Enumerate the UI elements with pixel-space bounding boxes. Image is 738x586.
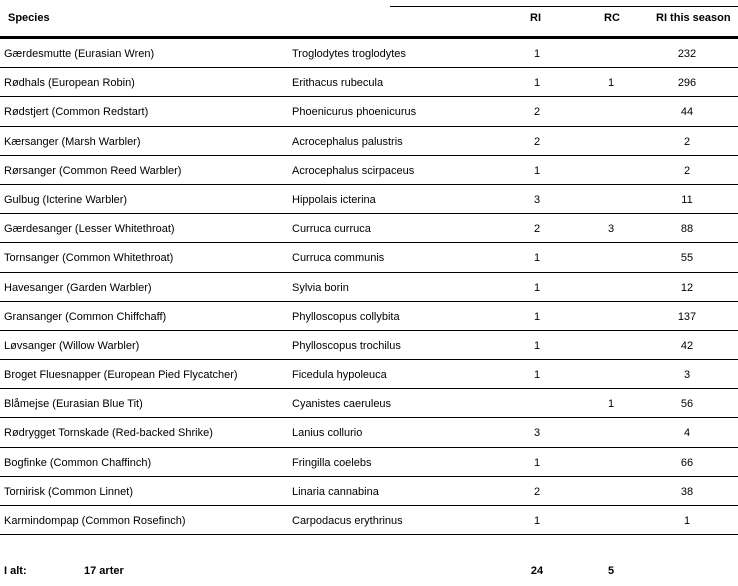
- species-name: Kærsanger (Marsh Warbler): [4, 135, 141, 148]
- species-name: Havesanger (Garden Warbler): [4, 281, 152, 294]
- table-row: [0, 506, 738, 535]
- species-name: Tornsanger (Common Whitethroat): [4, 252, 174, 265]
- ri-value: 1: [533, 456, 541, 469]
- latin-name: Curruca curruca: [292, 223, 371, 236]
- latin-name: Carpodacus erythrinus: [292, 515, 403, 527]
- ri-value: 1: [533, 48, 541, 60]
- species-name: Gulbug (Icterine Warbler): [4, 193, 128, 206]
- latin-name: Hippolais icterina: [292, 193, 376, 206]
- species-name: Gransanger (Common Chiffchaff): [4, 310, 167, 323]
- latin-name: Troglodytes troglodytes: [292, 48, 406, 60]
- table-row: [0, 156, 738, 185]
- latin-name: Fringilla coelebs: [292, 456, 372, 469]
- ri-season-value: 2: [683, 135, 691, 148]
- latin-name: Phoenicurus phoenicurus: [292, 106, 417, 119]
- table-row: [0, 273, 738, 302]
- latin-name: Sylvia borin: [292, 281, 349, 294]
- table-row: [0, 97, 738, 126]
- total-species-count: 17 arter: [84, 565, 124, 577]
- ri-value: 2: [533, 223, 541, 236]
- ri-season-value: 88: [680, 223, 694, 236]
- total-ri: 24: [530, 565, 544, 577]
- ri-value: 1: [533, 252, 541, 265]
- table-row: [0, 68, 738, 97]
- ri-season-value: 12: [680, 281, 694, 294]
- rc-value: 3: [607, 223, 615, 236]
- latin-name: Curruca communis: [292, 252, 385, 265]
- ri-season-value: 56: [680, 398, 694, 411]
- table-row: [0, 418, 738, 447]
- table-header: [0, 0, 738, 38]
- ri-season-value: 3: [683, 369, 691, 382]
- table-row: [0, 389, 738, 418]
- ri-season-value: 44: [680, 106, 694, 119]
- ri-value: 1: [533, 164, 541, 177]
- latin-name: Cyanistes caeruleus: [292, 398, 392, 411]
- ri-season-value: 55: [680, 252, 694, 265]
- species-name: Karmindompap (Common Rosefinch): [4, 515, 186, 527]
- ri-season-value: 4: [683, 427, 691, 440]
- ri-value: 2: [533, 106, 541, 119]
- ri-season-value: 232: [677, 48, 697, 60]
- latin-name: Erithacus rubecula: [292, 77, 384, 90]
- rc-value: 1: [607, 398, 615, 411]
- ri-season-value: 38: [680, 485, 694, 498]
- table-body: [0, 39, 738, 535]
- latin-name: Ficedula hypoleuca: [292, 369, 387, 382]
- species-name: Rødhals (European Robin): [4, 77, 135, 90]
- ri-season-value: 11: [681, 193, 693, 206]
- species-name: Rørsanger (Common Reed Warbler): [4, 164, 182, 177]
- total-rc: 5: [607, 565, 615, 577]
- rc-value: 1: [607, 77, 615, 90]
- species-name: Løvsanger (Willow Warbler): [4, 339, 140, 352]
- ri-season-value: 66: [680, 456, 694, 469]
- latin-name: Acrocephalus scirpaceus: [292, 164, 415, 177]
- ri-season-value: 296: [677, 77, 697, 90]
- header-top-rule: [390, 6, 738, 7]
- table-row: [0, 185, 738, 214]
- table-row: [0, 214, 738, 243]
- ri-value: 1: [533, 369, 541, 382]
- species-name: Bogfinke (Common Chaffinch): [4, 456, 152, 469]
- species-name: Gærdesanger (Lesser Whitethroat): [4, 223, 175, 236]
- total-label: I alt:: [4, 565, 27, 577]
- ri-season-value: 137: [677, 310, 697, 323]
- ri-season-value: 42: [680, 339, 694, 352]
- latin-name: Acrocephalus palustris: [292, 135, 403, 148]
- header-species: Species: [8, 12, 50, 24]
- latin-name: Phylloscopus trochilus: [292, 339, 401, 352]
- table-row: [0, 39, 738, 68]
- species-name: Rødrygget Tornskade (Red-backed Shrike): [4, 427, 213, 440]
- ri-value: 1: [533, 281, 541, 294]
- header-ri: RI: [530, 12, 541, 24]
- table-row: [0, 448, 738, 477]
- ri-season-value: 1: [683, 515, 691, 527]
- table-row: [0, 127, 738, 156]
- ri-value: 1: [533, 77, 541, 90]
- latin-name: Linaria cannabina: [292, 485, 379, 498]
- species-name: Tornirisk (Common Linnet): [4, 485, 133, 498]
- table-row: [0, 302, 738, 331]
- ri-value: 1: [533, 310, 541, 323]
- ri-value: 3: [533, 427, 541, 440]
- ri-value: 1: [533, 515, 541, 527]
- table-row: [0, 477, 738, 506]
- ri-value: 2: [533, 485, 541, 498]
- header-ri-this-season: RI this season: [656, 12, 731, 24]
- latin-name: Lanius collurio: [292, 427, 363, 440]
- ri-value: 2: [533, 135, 541, 148]
- ri-value: 3: [533, 193, 541, 206]
- table-row: [0, 331, 738, 360]
- species-name: Gærdesmutte (Eurasian Wren): [4, 48, 155, 60]
- latin-name: Phylloscopus collybita: [292, 310, 400, 323]
- table-row: [0, 360, 738, 389]
- ri-value: 1: [533, 339, 541, 352]
- species-name: Broget Fluesnapper (European Pied Flycatcher): [4, 369, 238, 382]
- ri-season-value: 2: [683, 164, 691, 177]
- table-row: [0, 243, 738, 272]
- species-name: Blåmejse (Eurasian Blue Tit): [4, 398, 143, 411]
- species-name: Rødstjert (Common Redstart): [4, 106, 149, 119]
- header-rc: RC: [604, 12, 620, 24]
